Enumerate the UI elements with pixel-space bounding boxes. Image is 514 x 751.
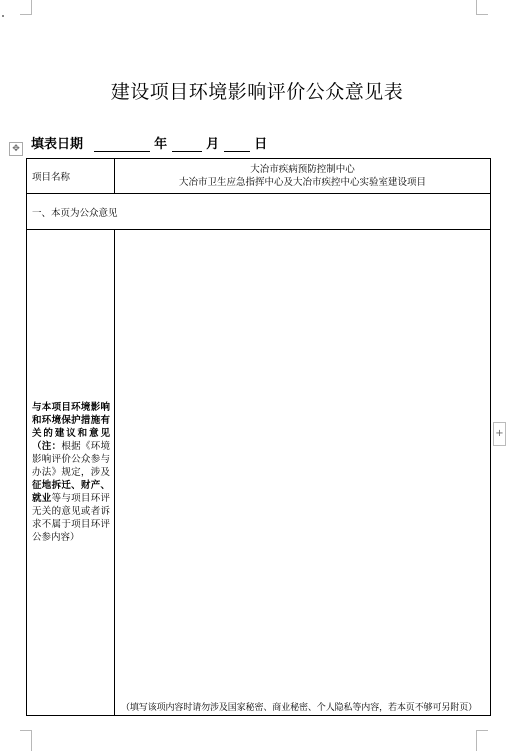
- opinion-label-bold: 与本项目环境影响和环境保护措施有关的建议和意见（注：: [32, 402, 110, 452]
- section-heading: 一、本页为公众意见: [27, 194, 491, 230]
- opinion-form-table: [26, 158, 491, 716]
- opinion-label-bold-b: 征地拆迁、财产、就业: [32, 480, 110, 504]
- project-name-line1: 大冶市疾病预防控制中心: [250, 164, 355, 175]
- day-unit: 日: [254, 137, 268, 152]
- crop-mark-bottom-right: [476, 730, 488, 751]
- year-unit: 年: [154, 137, 168, 152]
- year-blank[interactable]: [94, 137, 150, 152]
- crop-mark-top-left: [20, 0, 32, 15]
- margin-dot: [2, 15, 4, 17]
- opinion-label-regular-b: 等与项目环评无关的意见或者诉求不属于项目环评公参内容）: [32, 493, 110, 543]
- opinion-row: [27, 230, 491, 716]
- crop-mark-top-right: [476, 0, 488, 15]
- project-name-line2: 大冶市卫生应急指挥中心及大冶市疾控中心实验室建设项目: [178, 177, 426, 188]
- fill-date-row: [31, 133, 267, 151]
- plus-icon[interactable]: +: [493, 422, 506, 446]
- footer-note: （填写该项内容时请勿涉及国家秘密、商业秘密、个人隐私等内容，若本页不够可另附页）: [121, 703, 478, 713]
- project-name-row: [27, 159, 491, 194]
- month-unit: 月: [206, 137, 220, 152]
- project-name-cell: [115, 159, 491, 194]
- day-blank[interactable]: [224, 137, 250, 152]
- opinion-input-area[interactable]: [115, 230, 491, 716]
- fill-date-label: 填表日期: [31, 137, 84, 152]
- opinion-label: [27, 230, 115, 716]
- section-heading-row: [27, 194, 491, 230]
- opinion-label-regular-a: 根据《环境影响评价公众参与办法》规定，涉及: [32, 441, 110, 478]
- crop-mark-bottom-left: [20, 730, 32, 751]
- document-title: 建设项目环境影响评价公众意见表: [110, 81, 404, 103]
- move-cross-icon[interactable]: ✥: [9, 142, 23, 156]
- project-name-label: 项目名称: [27, 159, 115, 194]
- month-blank[interactable]: [172, 137, 202, 152]
